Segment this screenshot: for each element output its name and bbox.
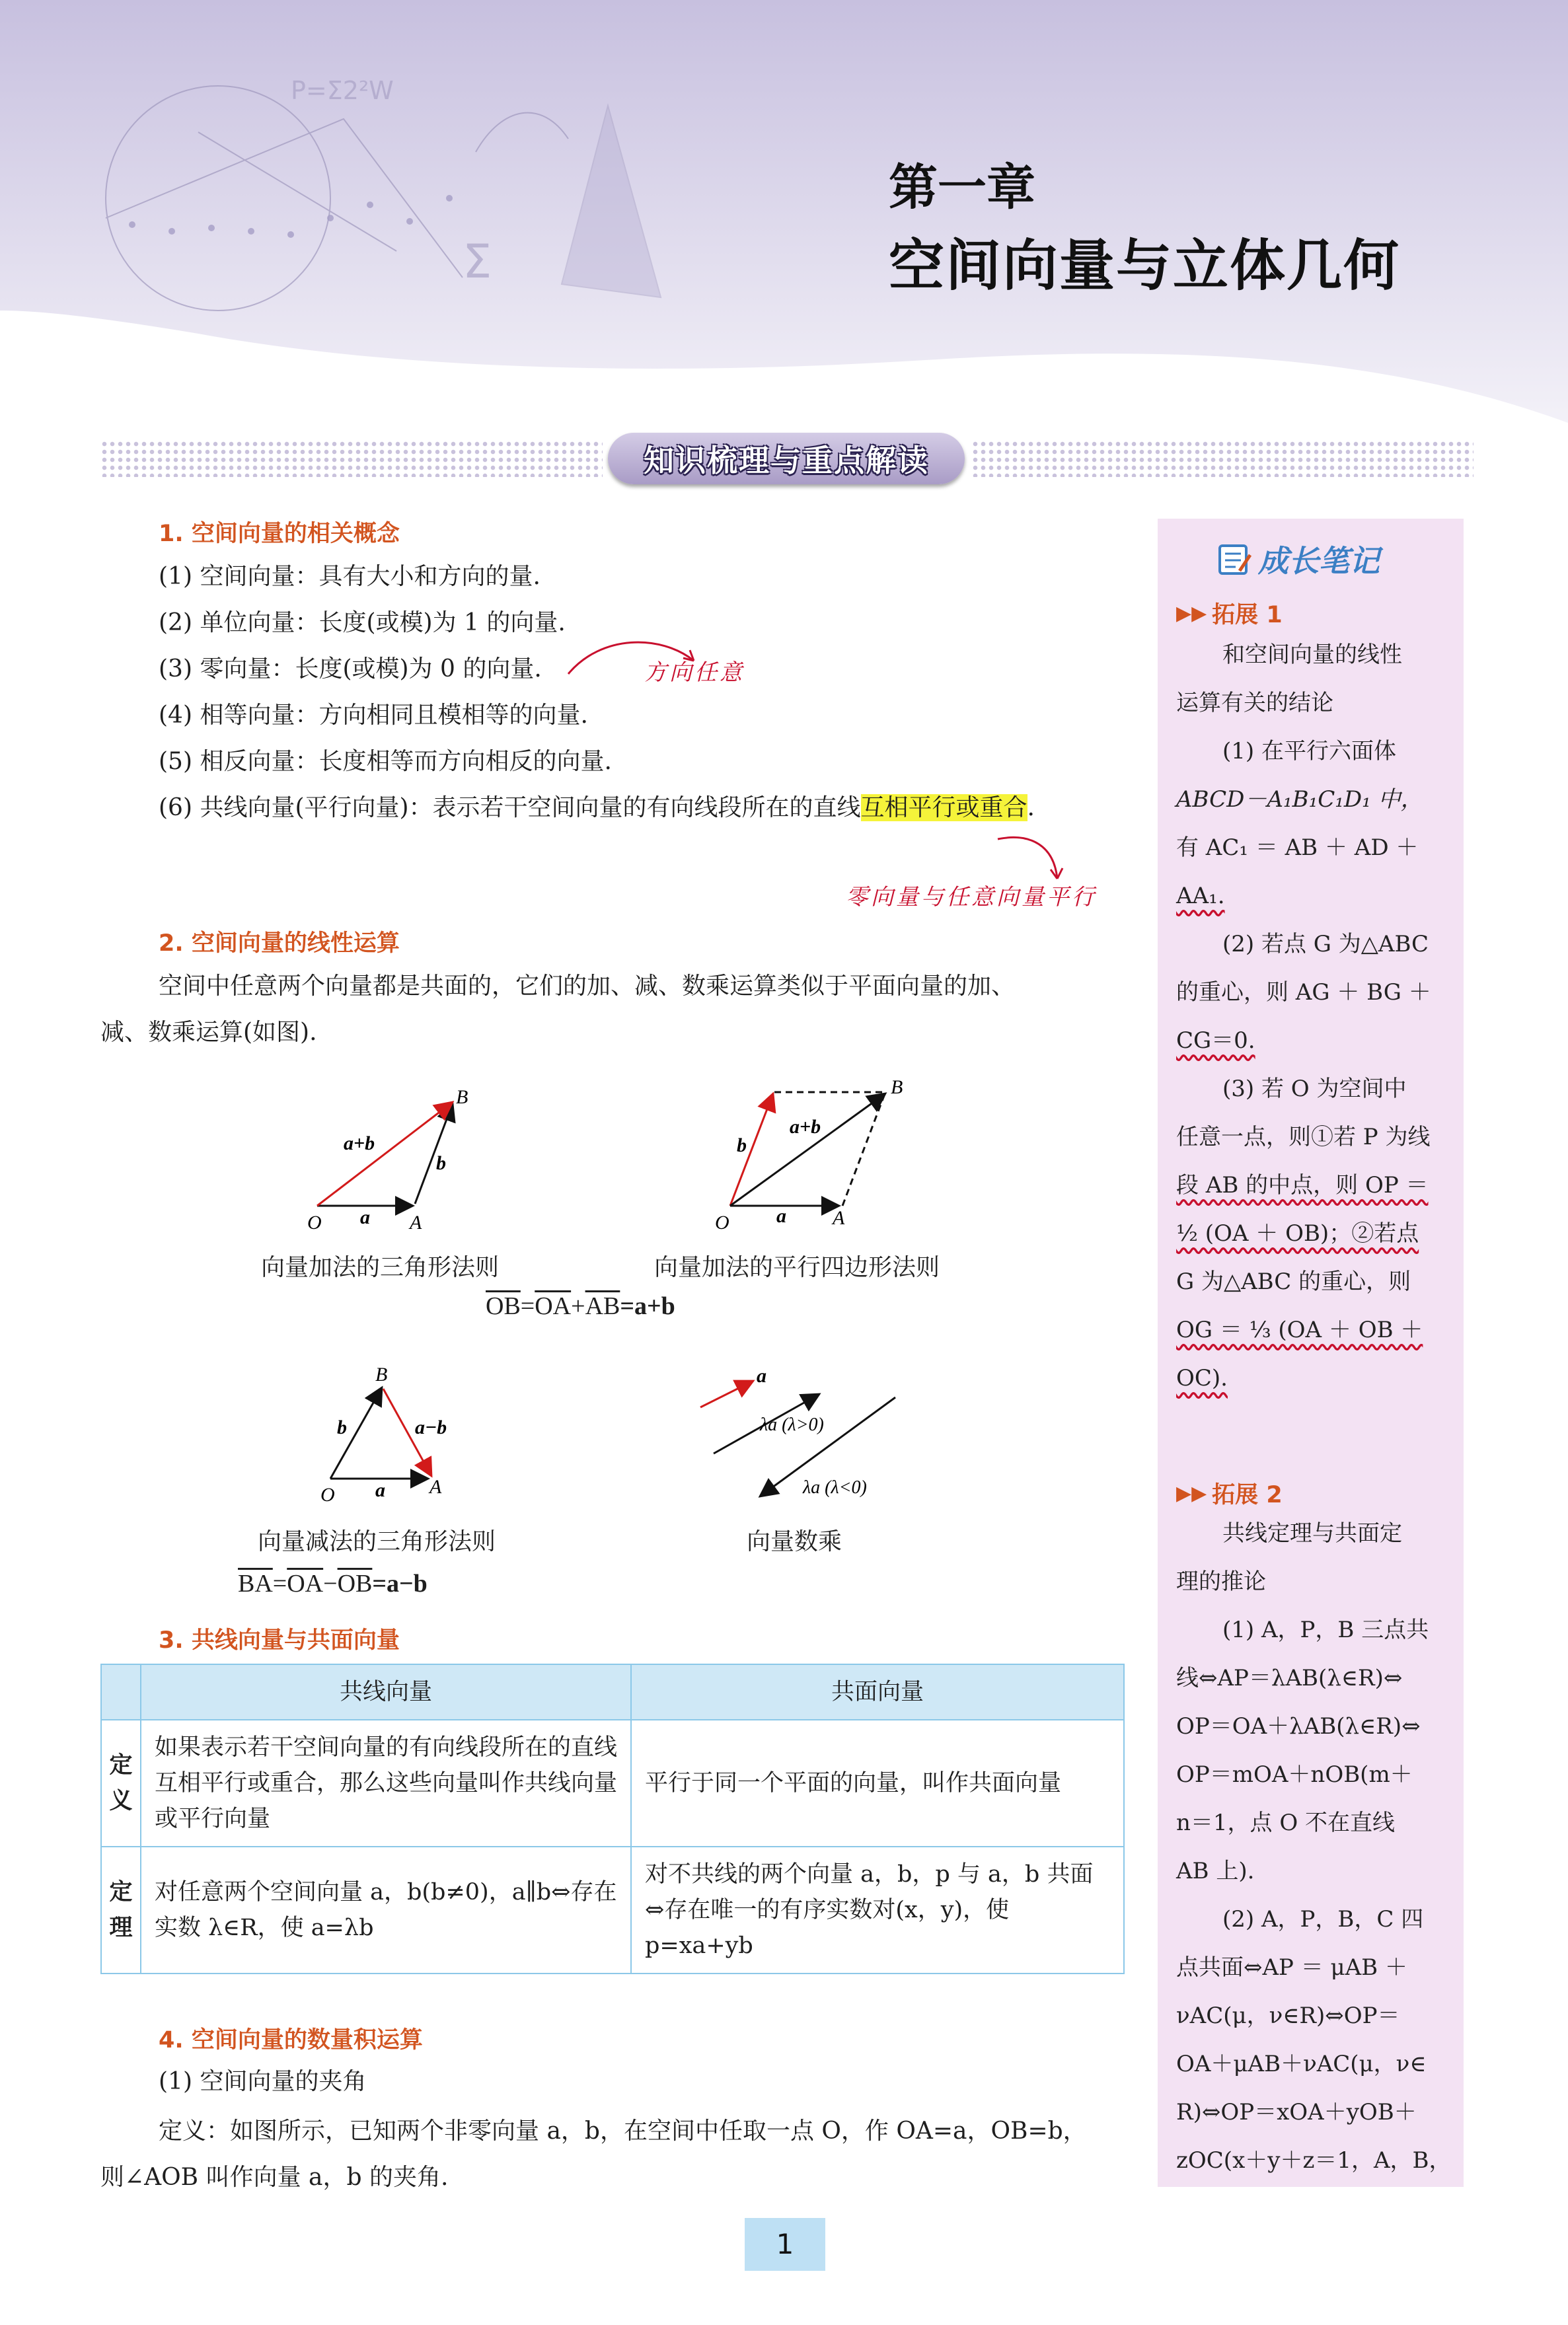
- fig1-label-a-plus-b: a+b: [344, 1132, 375, 1154]
- fig2-caption: 向量加法的平行四边形法则: [654, 1254, 940, 1281]
- section-banner: [608, 433, 965, 484]
- notebook-icon: [1217, 542, 1251, 576]
- fig1-caption: 向量加法的三角形法则: [261, 1254, 500, 1281]
- chapter-header-background: [0, 0, 1568, 436]
- s1-item-3: (3) 零向量：长度(或模)为 0 的向量.: [159, 655, 542, 683]
- fig2-label-O: O: [715, 1212, 729, 1234]
- eq-sub-vec-OB: $\overline{OB}$: [337, 1570, 373, 1598]
- sidebar-title: 成长笔记: [1258, 543, 1380, 579]
- ext2-line: OA＋μAB＋νAC(μ，ν∈: [1176, 2051, 1427, 2077]
- ext1-line: (1) 在平行六面体: [1222, 738, 1396, 764]
- ext2-line: n＝1，点 O 不在直线: [1176, 1810, 1396, 1836]
- s2-heading: 2. 空间向量的线性运算: [159, 930, 400, 957]
- ext1-line: AA₁.: [1176, 883, 1225, 909]
- ext1-body: [1176, 631, 1454, 1403]
- eq-sub-equals: =: [272, 1570, 287, 1598]
- s1-item-1: (1) 空间向量：具有大小和方向的量.: [159, 563, 541, 590]
- eq-sub-vec-OA: $\overline{OA}$: [287, 1570, 324, 1598]
- section-banner-text: 知识梳理与重点解读: [644, 443, 929, 478]
- svg-text:P=Σ2²W: P=Σ2²W: [291, 76, 394, 105]
- fig3-label-A: A: [429, 1476, 442, 1498]
- s1-item-6-highlight: 互相平行或重合: [860, 794, 1027, 821]
- equation-subtraction: [238, 1569, 428, 1598]
- banner-dots-right: [971, 440, 1474, 477]
- figure-subtraction-triangle: [311, 1361, 469, 1513]
- sidebar-growth-notes: [1158, 519, 1464, 2187]
- ext1-line: ½ (OA ＋ OB)；②若点: [1176, 1220, 1419, 1247]
- figure-addition-triangle: [304, 1084, 502, 1242]
- ext1-line: (2) 若点 G 为△ABC: [1222, 931, 1429, 957]
- fig2-label-b: b: [737, 1134, 747, 1156]
- ext1-line: 的重心，则 AG ＋ BG ＋: [1176, 979, 1431, 1006]
- svg-text:Σ: Σ: [463, 235, 492, 289]
- fig2-label-A: A: [833, 1207, 845, 1229]
- s4-def-1: 定义：如图所示，已知两个非零向量 a，b，在空间中任取一点 O，作 OA=a，OB=b，: [159, 2118, 1087, 2145]
- ext2-line: OP＝OA＋λAB(λ∈R)⇔: [1176, 1713, 1421, 1740]
- s2-para-1: 空间中任意两个向量都是共面的，它们的加、减、数乘运算类似于平面向量的加、: [159, 973, 1016, 1000]
- ext1-line: 任意一点，则①若 P 为线: [1176, 1124, 1431, 1150]
- ext1-line: 段 AB 的中点，则 OP ＝: [1176, 1172, 1429, 1199]
- chapter-number: 第一章: [889, 159, 1035, 216]
- sidebar-header: [1217, 537, 1380, 581]
- ext2-heading-text: 拓展 2: [1212, 1482, 1283, 1508]
- s1-item-5: (5) 相反向量：长度相等而方向相反的向量.: [159, 748, 612, 775]
- ext2-line: AB 上).: [1176, 1858, 1255, 1884]
- s3-heading: 3. 共线向量与共面向量: [159, 1627, 400, 1654]
- fig1-label-A: A: [410, 1212, 422, 1234]
- s1-item-6-text: (6) 共线向量(平行向量)：表示若干空间向量的有向线段所在的直线: [159, 794, 861, 821]
- table-cell: 如果表示若干空间向量的有向线段所在的直线互相平行或重合，那么这些向量叫作共线向量或平行向量: [141, 1720, 631, 1847]
- fig3-caption: 向量减法的三角形法则: [258, 1528, 496, 1555]
- note-arrow-zero: [991, 826, 1070, 885]
- s1-heading: 1. 空间向量的相关概念: [159, 521, 400, 547]
- eq-add-vec-AB: $\overline{AB}$: [585, 1292, 620, 1320]
- table-row: [101, 1847, 1124, 1974]
- double-arrow-icon: ▶▶: [1176, 1481, 1207, 1505]
- eq-sub-result: =a−b: [372, 1570, 428, 1598]
- ext1-line: ABCD－A₁B₁C₁D₁ 中，: [1176, 786, 1423, 813]
- eq-add-vec-OA: $\overline{OA}$: [535, 1292, 572, 1320]
- s2-para-2: 减、数乘运算(如图).: [100, 1019, 317, 1046]
- collinear-coplanar-table: [100, 1664, 1125, 1974]
- ext2-line: νAC(μ，ν∈R)⇔OP＝: [1176, 2003, 1400, 2029]
- ext1-heading-text: 拓展 1: [1212, 602, 1283, 628]
- ext2-body: [1176, 1510, 1454, 2185]
- s1-item-2: (2) 单位向量：长度(或模)为 1 的向量.: [159, 609, 566, 636]
- table-header-row: [101, 1664, 1124, 1720]
- ext1-heading: [1176, 597, 1283, 630]
- table-row: [101, 1720, 1124, 1847]
- page-number: 1: [745, 2218, 825, 2271]
- table-cell: 对不共线的两个向量 a，b，p 与 a，b 共面⇔存在唯一的有序实数对(x，y)，使 p=xa+yb: [631, 1847, 1124, 1974]
- fig4-caption: 向量数乘: [747, 1528, 842, 1555]
- eq-sub-minus: −: [323, 1570, 338, 1598]
- table-header-coplanar: 共面向量: [631, 1664, 1124, 1720]
- table-header-collinear: 共线向量: [141, 1664, 631, 1720]
- chapter-title: 空间向量与立体几何: [889, 233, 1401, 298]
- eq-add-vec-OB: $\overline{OB}$: [486, 1292, 521, 1320]
- ext1-line: OG ＝ ⅓ (OA ＋ OB ＋: [1176, 1317, 1423, 1343]
- fig4-label-la-pos: λa (λ>0): [760, 1415, 824, 1435]
- eq-add-equals: =: [520, 1292, 535, 1320]
- fig3-label-B: B: [375, 1364, 388, 1385]
- table-row-label: 定义: [101, 1720, 141, 1847]
- ext2-heading: [1176, 1477, 1283, 1510]
- fig4-label-la-neg: λa (λ<0): [803, 1477, 867, 1498]
- fig3-label-a: a: [375, 1479, 385, 1501]
- table-corner: [101, 1664, 141, 1720]
- ext2-line: zOC(x＋y＋z＝1，A，B，: [1176, 2147, 1452, 2174]
- s1-item-6: [159, 791, 1035, 825]
- fig1-label-a: a: [360, 1206, 370, 1228]
- fig1-label-B: B: [456, 1086, 468, 1108]
- ext1-line: 运算有关的结论: [1176, 690, 1333, 716]
- table-row-label: 定理: [101, 1847, 141, 1974]
- ext1-line: OC).: [1176, 1365, 1228, 1391]
- figure-scalar-multiplication: [687, 1348, 925, 1546]
- table-cell: 平行于同一个平面的向量，叫作共面向量: [631, 1720, 1124, 1847]
- s4-heading: 4. 空间向量的数量积运算: [159, 2027, 423, 2053]
- note-direction: 方向任意: [644, 659, 745, 686]
- banner-dots-left: [100, 440, 603, 477]
- s1-item-6-end: .: [1027, 794, 1035, 821]
- ext2-line: 共线定理与共面定: [1222, 1520, 1402, 1547]
- ext1-line: (3) 若 O 为空间中: [1222, 1076, 1407, 1102]
- ext1-line: 有 AC₁ ＝ AB ＋ AD ＋: [1176, 834, 1419, 861]
- figure-addition-parallelogram: [700, 1074, 925, 1239]
- fig3-label-b: b: [337, 1417, 347, 1438]
- ext2-line: R)⇔OP＝xOA＋yOB＋: [1176, 2099, 1417, 2125]
- eq-sub-vec-BA: $\overline{BA}$: [238, 1570, 273, 1598]
- double-arrow-icon: ▶▶: [1176, 601, 1207, 625]
- ext2-line: (2) A，P，B，C 四: [1222, 1906, 1424, 1933]
- fig4-label-a: a: [757, 1365, 766, 1387]
- fig1-label-O: O: [307, 1212, 322, 1234]
- fig2-label-a: a: [776, 1205, 786, 1227]
- ext2-line: 理的推论: [1176, 1568, 1266, 1595]
- eq-add-plus: +: [571, 1292, 585, 1320]
- fig3-label-O: O: [320, 1484, 335, 1506]
- table-cell: 对任意两个空间向量 a，b(b≠0)，a∥b⇔存在实数 λ∈R，使 a=λb: [141, 1847, 631, 1974]
- ext2-line: OP＝mOA＋nOB(m＋: [1176, 1761, 1413, 1788]
- ext2-line: (1) A，P，B 三点共: [1222, 1617, 1429, 1643]
- fig2-label-a-plus-b: a+b: [790, 1116, 821, 1138]
- ext1-line: CG＝0.: [1176, 1027, 1255, 1054]
- ext2-line: 点共面⇔AP ＝ μAB ＋: [1176, 1954, 1407, 1981]
- s4-def-2: 则∠AOB 叫作向量 a，b 的夹角.: [100, 2164, 449, 2191]
- equation-addition: [486, 1292, 675, 1321]
- note-zero-vector: 零向量与任意向量平行: [846, 884, 1097, 910]
- eq-add-result: =a+b: [620, 1292, 675, 1320]
- ext1-line: 和空间向量的线性: [1222, 642, 1402, 668]
- fig1-label-b: b: [436, 1152, 446, 1174]
- fig2-label-B: B: [891, 1076, 903, 1098]
- s1-item-4: (4) 相等向量：方向相同且模相等的向量.: [159, 702, 588, 729]
- fig3-label-a-minus-b: a−b: [415, 1417, 447, 1438]
- ext1-line: G 为△ABC 的重心，则: [1176, 1269, 1411, 1295]
- s4-sub: (1) 空间向量的夹角: [159, 2068, 367, 2095]
- ext2-line: 线⇔AP＝λAB(λ∈R)⇔: [1176, 1665, 1403, 1691]
